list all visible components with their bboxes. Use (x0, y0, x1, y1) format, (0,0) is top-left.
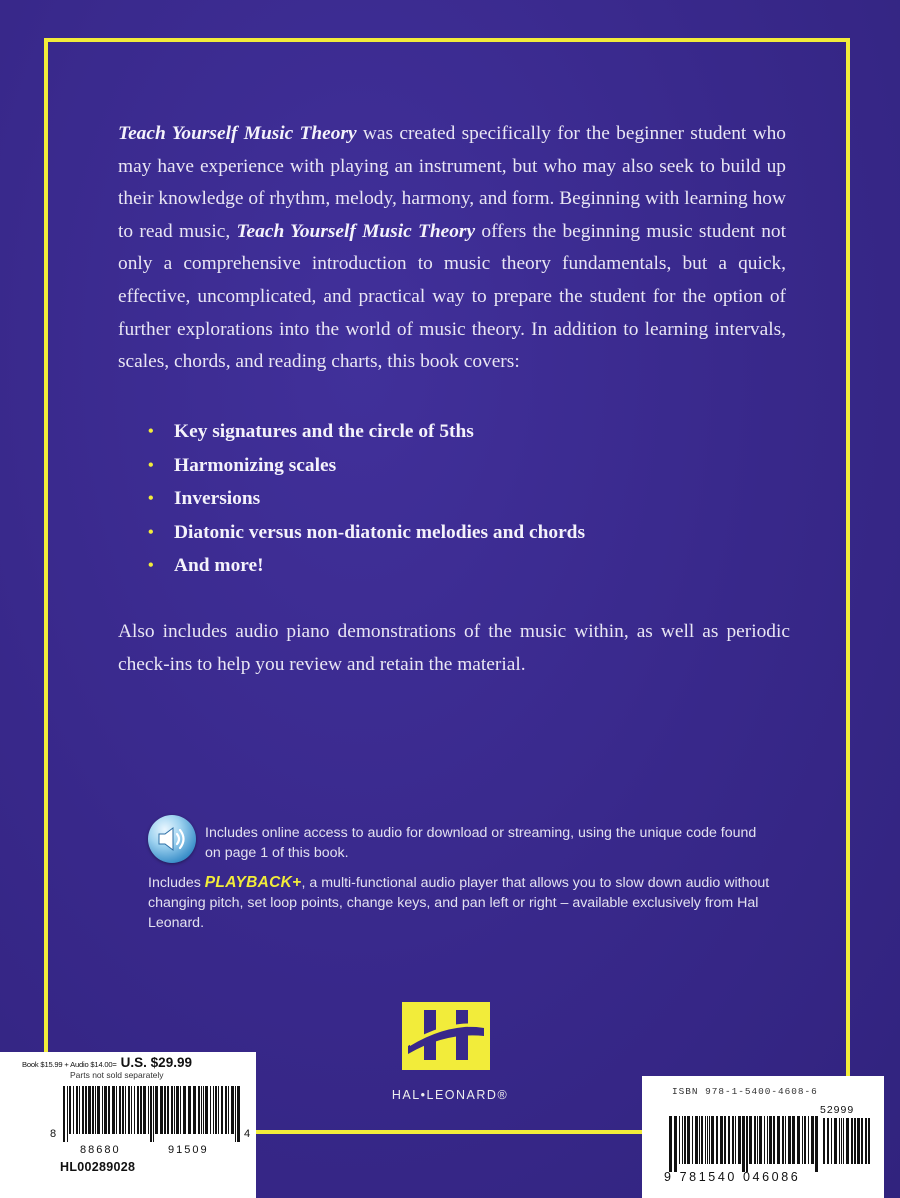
online-audio-notice: Includes online access to audio for download or streaming, using the unique code found on page 1 of this book. (205, 825, 757, 861)
description-text-2: offers the beginning music student not only a comprehensive introduction to music theory fundamentals, but a quick, effective, uncomplicated, and practical way to prepare the student for the option of further explorations into the world of music theory. In addition to learning intervals, scales, chords, and reading charts, this book covers: (118, 220, 786, 373)
book-audio-price: Book $15.99 + Audio $14.00= (22, 1060, 117, 1069)
playback-notice (148, 873, 788, 933)
feature-label: Inversions (174, 488, 261, 509)
book-title-italic-2: Teach Yourself Music Theory (236, 220, 476, 242)
upc-group-2: 91509 (168, 1144, 209, 1156)
bullet-icon: • (148, 557, 154, 574)
bullet-icon: • (148, 423, 154, 440)
bullet-icon: • (148, 456, 154, 474)
book-description (118, 118, 786, 379)
feature-label: Harmonizing scales (174, 454, 337, 476)
isbn-addon-barcode (822, 1118, 874, 1172)
ean-digits: 9 781540 046086 (664, 1170, 801, 1184)
description-text-1: was created specifically for the beginner student who may have experience with playing an instrument, but who may also seek to build up their knowledge of rhythm, melody, harmony, and form. Beginning with learning how to read music, (118, 123, 786, 242)
parts-not-sold-note: Parts not sold separately (70, 1070, 164, 1080)
bullet-icon: • (148, 523, 154, 541)
upc-barcode (62, 1086, 240, 1142)
speaker-icon (148, 815, 196, 863)
isbn-barcode (668, 1116, 820, 1172)
feature-item (148, 415, 585, 449)
us-price: U.S. $29.99 (120, 1055, 192, 1070)
book-title-italic: Teach Yourself Music Theory (118, 123, 357, 144)
feature-label: And more! (174, 555, 264, 576)
feature-item (148, 549, 585, 583)
feature-list (148, 415, 585, 583)
feature-item (148, 482, 585, 516)
bullet-icon: • (148, 490, 154, 507)
price-line (22, 1055, 252, 1070)
hal-leonard-wordmark: HAL•LEONARD® (391, 1088, 509, 1102)
upc-left-digit: 8 (50, 1128, 57, 1140)
feature-label: Key signatures and the circle of 5ths (174, 421, 474, 442)
hal-leonard-logo-mark (402, 1002, 490, 1070)
playback-description: , a multi-functional audio player that allows you to slow down audio without changing pitch, set loop points, change keys, and pan left or right – available exclusively from Hal Leonard. (148, 875, 770, 931)
isbn-text: ISBN 978-1-5400-4608-6 (672, 1086, 818, 1097)
isbn-addon-digits: 52999 (820, 1104, 855, 1116)
playback-brand: PLAYBACK+ (204, 874, 302, 891)
feature-item (148, 449, 585, 483)
feature-label: Diatonic versus non-diatonic melodies and chords (174, 521, 586, 543)
also-includes-text: Also includes audio piano demonstrations of the music within, as well as periodic check-ins to help you review and retain the material. (118, 621, 790, 675)
feature-item (148, 516, 585, 550)
speaker-glyph (156, 825, 188, 853)
upc-right-digit: 4 (244, 1128, 251, 1140)
upc-group-1: 88680 (80, 1144, 121, 1156)
hal-leonard-logo (402, 1002, 490, 1070)
playback-prefix: Includes (148, 875, 205, 891)
item-code: HL00289028 (60, 1160, 136, 1174)
